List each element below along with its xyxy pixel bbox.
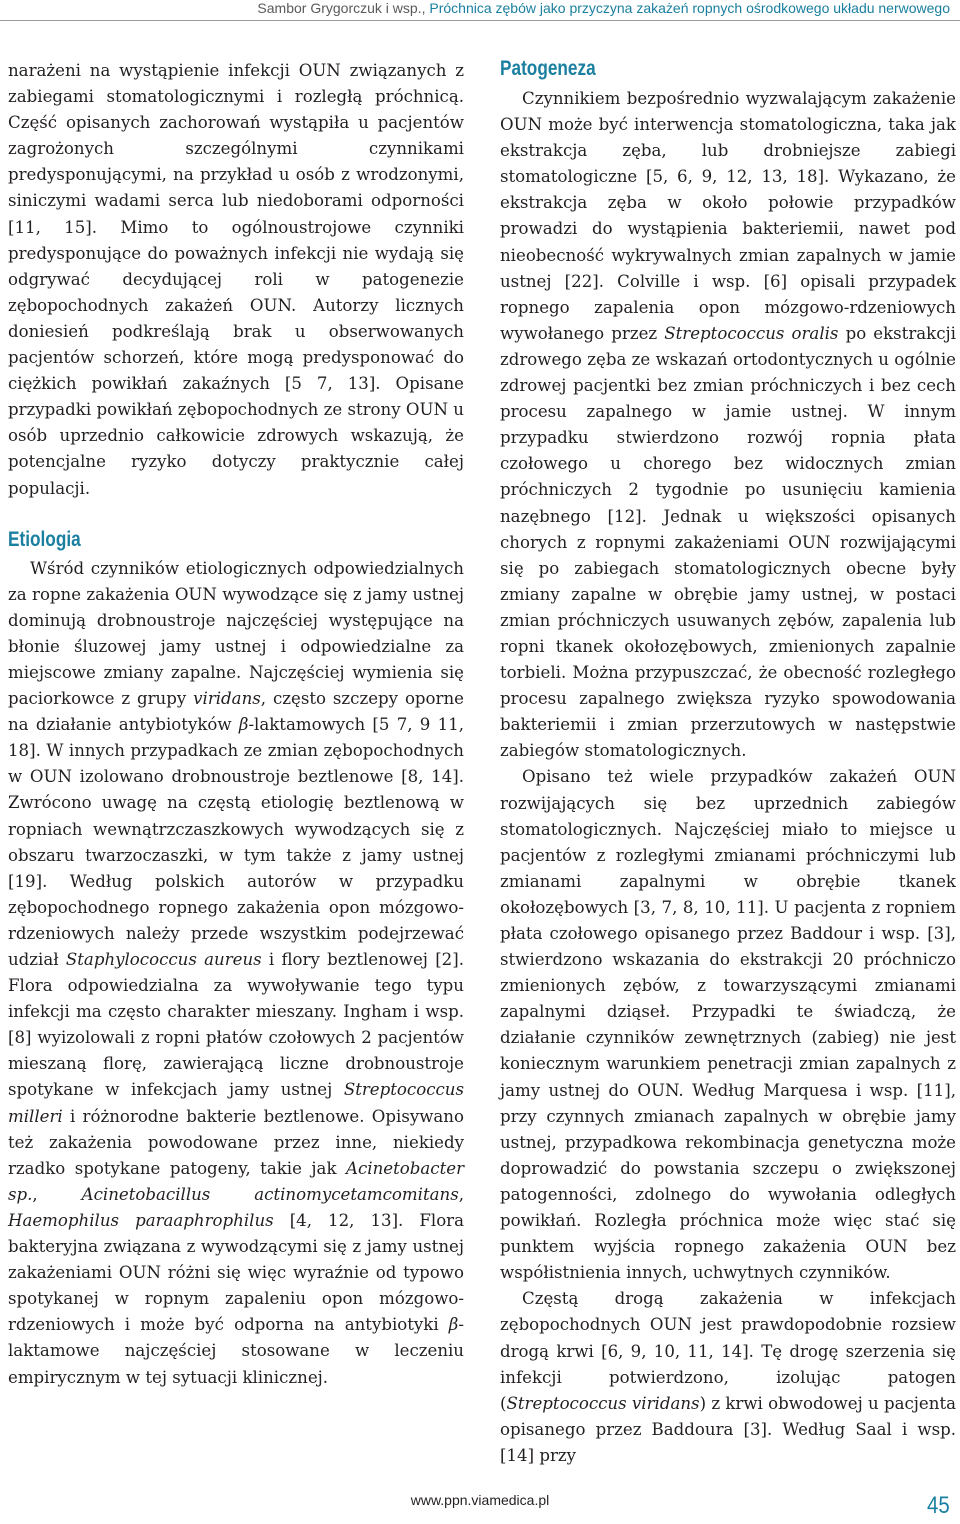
text-run: Czynnikiem bezpośrednio wyzwalającym zakażenie OUN może być interwencja stomatologiczna, taka jak ekstrakcja zęba, lub drobniejsze zabiegi stomatologiczne [5, 6, 9, 12, 13, 18]. Wykazano, że ekstrakcja zęba w około połowie przypadków prowadzi do wystąpienia bakteriemii, nawet pod nieobecność wykrywalnych zmian zapalnych w jamie ustnej [22]. Colville i wsp. [6] opisali przypadek ropnego zapalenia opon mózgowo-rdzeniowych wywołanego przez bbox=[500, 89, 956, 343]
pathogenesis-paragraph-3 bbox=[500, 1286, 956, 1469]
header-divider bbox=[0, 20, 960, 21]
intro-paragraph: narażeni na wystąpienie infekcji OUN związanych z zabiegami stomatologicznymi i rozległą próchnicą. Część opisanych zachorowań wystąpiła u pacjentów zagrożonych szczególnymi czynnikami predysponującymi, na przykład u osób z wrodzonymi, siniczymi wadami serca lub niedoborami odporności [11, 15]. Mimo to ogólnoustrojowe czynniki predysponujące do poważnych infekcji nie wydają się odgrywać decydującej roli w patogenezie zębopochodnych zakażeń OUN. Autorzy licznych doniesień podkreślają brak u obserwowanych pacjentów schorzeń, które mogą predysponować do ciężkich powikłań zakaźnych [5 7, 13]. Opisane przypadki powikłań zębopochodnych ze strony OUN u osób uprzednio całkowicie zdrowych wskazują, że potencjalne ryzyko dotyczy praktycznie całej populacji. bbox=[8, 61, 464, 498]
text-run: ) z krwi obwodowej u pacjenta opisanego przez Baddoura [3]. Według Saal i wsp. [14] przy bbox=[500, 1393, 956, 1465]
text-run: -laktamowych [5 7, 9 11, 18]. W innych przypadkach ze zmian zębopochodnych w OUN izolowano drobnoustroje beztlenowe [8, 14]. Zwrócono uwagę na częstą etiologię beztlenową w ropniach wewnątrzczaszkowych wywodzących się z obszaru twarzoczaszki, w tym także z jamy ustnej [19]. Według polskich autorów w przypadku zębopochodnego ropnego zakażenia opon mózgowo-rdzeniowych należy przede wszystkim podejrzewać udział bbox=[8, 715, 464, 969]
pathogenesis-paragraph-2: Opisano też wiele przypadków zakażeń OUN rozwijających się bez uprzednich zabiegów stomatologicznych. Najczęściej miało to miejsce u pacjentów z rozległymi zmianami próchniczymi lub zmianami zapalnymi w obrębie tkanek okołozębowych [3, 7, 8, 10, 11]. U pacjenta z ropniem płata czołowego opisanego przez Baddour i wsp. [3], stwierdzono wskazania do ekstrakcji 20 próchniczo zmienionych zębów, z towarzyszącymi zmianami zapalnymi dziąseł. Przypadki te świadczą, że działanie czynników zewnętrznych (zabieg) nie jest koniecznym warunkiem penetracji zmian zapalnych z jamy ustnej do OUN. Według Marquesa i wsp. [11], przy czynnych zmianach zapalnych w obrębie jamy ustnej, przypadkowa rekombinacja genetyczna może doprowadzić do powstania szczepu o zwiększonej patogenności, zdolnego do wywołania odległych powikłań. Rozległa próchnica może więc stać się punktem wyjścia ropnego zakażenia OUN bez współistnienia innych, uchwytnych czynników. bbox=[500, 767, 956, 1283]
right-column bbox=[500, 56, 956, 1469]
text-run: Wśród czynników etiologicznych odpowiedzialnych za ropne zakażenia OUN wywodzące się z jamy ustnej dominują drobnoustroje najczęściej występujące na błonie śluzowej jamy ustnej i odpowiedzialne za miejscowe zmiany zapalne. Najczęściej wymienia się paciorkowce z grupy bbox=[8, 558, 464, 709]
header-authors: Sambor Grygorczuk i wsp. bbox=[257, 0, 422, 16]
italic-term: viridans bbox=[193, 689, 261, 709]
page-number: 45 bbox=[927, 1492, 950, 1519]
text-run: po ekstrakcji zdrowego zęba ze wskazań ortodontycznych u ogólnie zdrowej pacjentki bez zmian próchniczych i bez cech procesu zapalnego w jamie ustnej. W innym przypadku stwierdzono rozwój ropnia płata czołowego u chorego bez widocznych zmian próchniczych 2 tygodnie po usunięciu kamienia nazębnego [12]. Jednak u większości opisanych chorych z ropnymi zakażeniami OUN rozwijającymi się po zabiegach stomatologicznych obecne były zmiany zapalne w obrębie jamy ustnej, w postaci zmian próchniczych usuwanych zębów, zapalenia lub ropni tkanek okołozębowych, zmienionych zapalnie torbieli. Można przypuszczać, że obecność rozległego procesu zapalnego zwiększa ryzyko spowodowania bakteriemii i zmian przerzutowych w następstwie zabiegów stomatologicznych. bbox=[500, 323, 956, 761]
pathogenesis-paragraph-1 bbox=[500, 86, 956, 764]
italic-term: Staphylococcus aureus bbox=[65, 950, 262, 969]
header-article-title: Próchnica zębów jako przyczyna zakażeń ropnych ośrodkowego układu nerwowego bbox=[429, 0, 950, 16]
left-column bbox=[8, 58, 464, 1391]
header-separator: , bbox=[421, 0, 430, 16]
etiology-heading: Etiologia bbox=[8, 527, 81, 551]
italic-term: Streptococcus oralis bbox=[664, 323, 839, 343]
italic-term: Acinetobacillus actinomycetamcomitans bbox=[81, 1184, 459, 1204]
etiology-paragraph bbox=[8, 556, 464, 1391]
italic-term: Haemophilus paraaphrophilus bbox=[8, 1210, 274, 1230]
text-run: , bbox=[458, 1184, 464, 1204]
text-run: , często szczepy oporne na działanie antybiotyków bbox=[8, 689, 464, 735]
text-run: i flory beztlenowej [2]. Flora odpowiedzialna za wywoływanie tego typu infekcji ma często charakter mieszany. Ingham i wsp. [8] wyizolowali z ropni płatów czołowych 2 pacjentów mieszaną florę, zawierającą liczne drobnoustroje spotykane w infekcjach jamy ustnej bbox=[8, 950, 464, 1100]
italic-term: Streptococcus milleri bbox=[8, 1080, 464, 1126]
pathogenesis-heading: Patogeneza bbox=[500, 57, 596, 80]
beta-symbol: β bbox=[238, 715, 249, 735]
text-run: -laktamowe najczęściej stosowane w leczeniu empirycznym w tej sytuacji klinicznej. bbox=[8, 1315, 464, 1387]
footer-url[interactable]: www.ppn.viamedica.pl bbox=[410, 1492, 550, 1508]
italic-term: Acinetobacter sp. bbox=[8, 1158, 464, 1204]
text-run: Częstą drogą zakażenia w infekcjach zębopochodnych OUN jest prawdopodobnie rozsiew drogą krwi [6, 9, 10, 11, 14]. Tę drogę szerzenia się infekcji potwierdzono, izolując patogen ( bbox=[500, 1289, 956, 1413]
running-header bbox=[257, 0, 950, 16]
italic-term: Streptococcus viridans bbox=[506, 1393, 700, 1413]
beta-symbol: β bbox=[448, 1315, 459, 1335]
text-run: i różnorodne bakterie beztlenowe. Opisywano też zakażenia powodowane przez inne, niekiedy rzadko spotykane patogeny, takie jak bbox=[8, 1106, 464, 1178]
text-run: [4, 12, 13]. Flora bakteryjna związana z wywodzącymi się z jamy ustnej zakażeniami OUN różni się więc wyraźnie od typowo spotykanej w ropnym zapaleniu opon mózgowo-rdzeniowych i może być odporna na antybiotyki bbox=[8, 1210, 465, 1335]
text-run: , bbox=[32, 1184, 82, 1204]
